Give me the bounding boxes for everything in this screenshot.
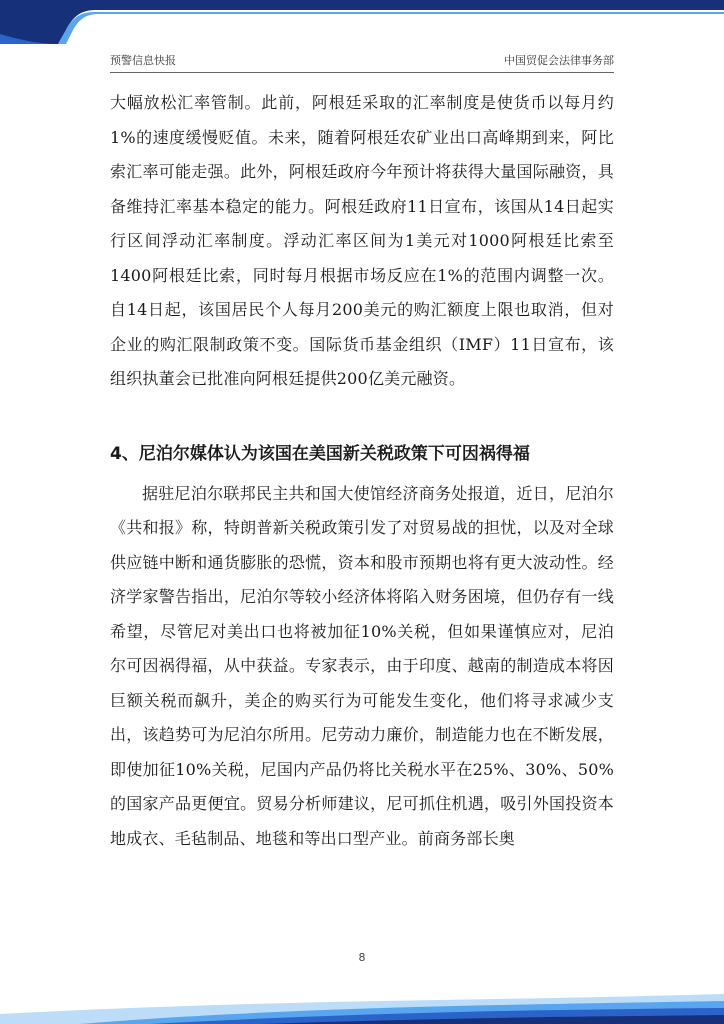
- page-number: 8: [358, 951, 366, 964]
- section-paragraph: 据驻尼泊尔联邦民主共和国大使馆经济商务处报道，近日，尼泊尔《共和报》称，特朗普新关税政策引发了对贸易战的担忧，以及对全球供应链中断和通货膨胀的恐慌，资本和股市预期也将有更大波动性。经济学家警告指出，尼泊尔等较小经济体将陷入财务困境，但仍存有一线希望，尽管尼对美出口也将被加征10%关税，但如果谨慎应对，尼泊尔可因祸得福，从中获益。专家表示，由于印度、越南的制造成本将因巨额关税而飙升，美企的购买行为可能发生变化，他们将寻求减少支出，该趋势可为尼泊尔所用。尼劳动力廉价，制造能力也在不断发展，即使加征10%关税，尼国内产品仍将比关税水平在25%、30%、50%的国家产品更便宜。贸易分析师建议，尼可抓住机遇，吸引外国投资本地成衣、毛毡制品、地毯和等出口型产业。前商务部长奥: [110, 483, 614, 848]
- header-divider: [110, 72, 614, 73]
- header-publication-title: 预警信息快报: [110, 54, 176, 67]
- page-header: [110, 52, 614, 68]
- header-department-name: 中国贸促会法律事务部: [504, 54, 614, 67]
- bottom-decorative-band: [0, 984, 724, 1024]
- section-heading: 4、尼泊尔媒体认为该国在美国新关税政策下可因祸得福: [110, 443, 530, 464]
- top-decorative-band: [0, 0, 724, 44]
- body-paragraph: 大幅放松汇率管制。此前，阿根廷采取的汇率制度是使货币以每月约1%的速度缓慢贬值。未来，随着阿根廷农矿业出口高峰期到来，阿比索汇率可能走强。此外，阿根廷政府今年预计将获得大量国际融资，具备维持汇率基本稳定的能力。阿根廷政府11日宣布，该国从14日起实行区间浮动汇率制度。浮动汇率区间为1美元对1000阿根廷比索至1400阿根廷比索，同时每月根据市场反应在1%的范围内调整一次。自14日起，该国居民个人每月200美元的购汇额度上限也取消，但对企业的购汇限制政策不变。国际货币基金组织（IMF）11日宣布，该组织执董会已批准向阿根廷提供200亿美元融资。: [110, 93, 614, 388]
- document-body: [110, 86, 614, 856]
